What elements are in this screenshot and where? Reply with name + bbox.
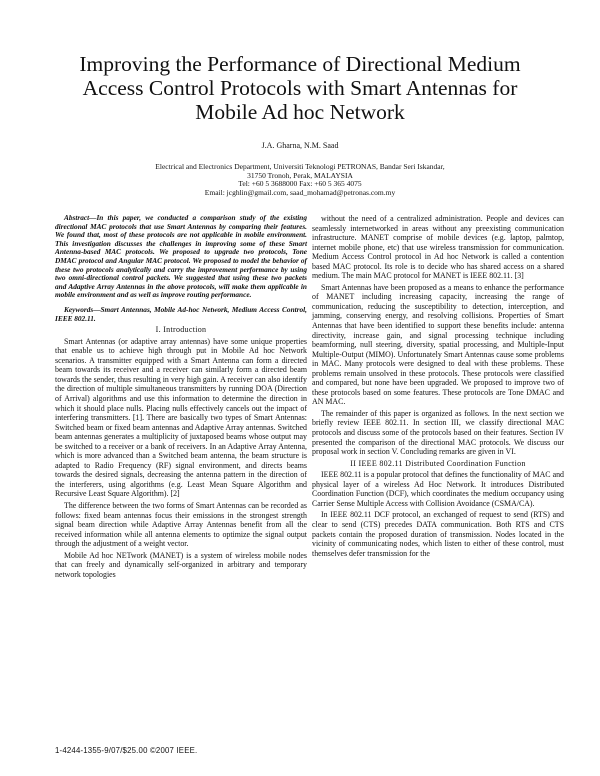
paragraph: IEEE 802.11 is a popular protocol that defines the functionality of MAC and physical layer of a wireless Ad Hoc Network. It introduces Distributed Coordination Function (DCF), which coordinates the medium occupancy using Carrier Sense Multiple Access with Collision Avoidance (CSMA/CA).	[312, 470, 564, 508]
abstract-label: Abstract	[64, 213, 90, 222]
contact-line: Tel: +60 5 3688000 Fax: +60 5 365 4075	[238, 179, 362, 189]
affiliation-line: 31750 Tronoh, Perak, MALAYSIA	[247, 170, 353, 180]
abstract-text: —In this paper, we conducted a comparison study of the existing directional MAC protocols that use Smart Antennas by comparing their features. We found that, most of these protocols are not applicable in mobile environment. This investigation discusses the challenges in improving some of these Smart Antenna-based MAC protocols. We proposed to upgrade two protocols, Tone DMAC protocol and Angular MAC protocol. We proposed to model the behavior of these two protocols analytically and carry the improvement performance by using two omni-directional control packets. We suggested that using these two packets and Adaptive Array Antennas in the above protocols, will make them applicable in mobile environment and as well as improve routing performance.	[55, 213, 307, 300]
affiliation	[130, 163, 470, 197]
paragraph: without the need of a centralized administration. People and devices can seamlessly internetworked in areas without any preexisting communication infrastructure. MANET comprise of mobile devices (e.g. laptop, palmtop, internet mobile phone, etc) that use wireless transmission for communication. Medium Access Control protocol in Ad hoc Network is called a contention based MAC protocol. Its role is to decide who has shared access on a shared medium. The main MAC protocol for MANET is IEEE 802.11. [3]	[312, 214, 564, 281]
title-line: Improving the Performance of Directional Medium	[79, 52, 521, 76]
title-line: Access Control Protocols with Smart Antennas for	[82, 76, 518, 100]
email-line: Email: jcghlin@gmail.com, saad_mohamad@petronas.com.my	[204, 187, 396, 197]
paragraph: Smart Antennas (or adaptive array antennas) have some unique properties that enable us to achieve high through put in Mobile Ad hoc Network scenarios. A transmitter equipped with a Smart Antenna can form a directed beam towards its receiver and a receiver can similarly form a directed beam towards the sender, thus resulting in very high gain. A receiver can also identify the direction of multiple simultaneous transmitters by running DOA (Direction of Arrival) algorithms and use this information to determine the direction in which it should place nulls. Placing nulls effectively cancels out the impact of interfering transmitters. [1]. There are basically two types of Smart Antennas: Switched beam or fixed beam antennas and Adaptive Array antennas. Switched beam antennas generates a multiplicity of juxtaposed beams whose output may be switched to a receiver or a bank of receivers. In an Adaptive Array Antenna, which is more advanced than a Switched beam antenna, the beam structure is adapted to Radio Frequency (RF) signal environment, and directs beams towards the desired signals, decreasing the antenna pattern in the direction of the interferers, using algorithms (e.g. Least Mean Square Algorithm and Recursive Least Square Algorithm). [2]	[55, 336, 307, 499]
title-line: Mobile Ad hoc Network	[195, 100, 405, 124]
abstract	[55, 214, 307, 300]
affiliation-line: Electrical and Electronics Department, Universiti Teknologi PETRONAS, Bandar Seri Iskandar,	[155, 162, 445, 171]
authors: J.A. Gharna, N.M. Saad	[261, 141, 339, 150]
paragraph: The remainder of this paper is organized as follows. In the next section we briefly review IEEE 802.11. In section III, we classify directional MAC protocols and discuss some of the protocols based on their features. Section IV presented the comparison of the directional MAC protocols. We discuss our proposal work in section V. Concluding remarks are given in VI.	[312, 408, 564, 457]
section-heading-dcf: II IEEE 802.11 Distributed Coordination Function	[350, 458, 526, 468]
copyright-footer: 1-4244-1355-9/07/$25.00 ©2007 IEEE.	[55, 746, 198, 755]
paragraph: Smart Antennas have been proposed as a means to enhance the performance of MANET including increasing capacity, increasing the range of communication, reducing the susceptibility to detection, interception, and jamming, conserving energy, and resolving collisions. Properties of Smart Antennas that have been identified to support these benefits include: antenna directivity, increase gain, and signal processing technique including beamforming, null steering, diversity, spatial processing, and Multiple-Input Multiple-Output (MIMO). Unfortunately Smart Antennas cause some problems in MAC. Many protocols were designed to deal with these problems. These problems remain unsolved in these protocols. These protocols were classified and compared, but none have been upgraded. We proposed to improve two of these protocols based on some features. These protocols are Tone DMAC and AN MAC.	[312, 282, 564, 407]
left-column	[55, 214, 307, 579]
section-heading-introduction: I. Introduction	[155, 325, 207, 335]
paper-title	[30, 52, 570, 124]
paragraph: In IEEE 802.11 DCF protocol, an exchanged of request to send (RTS) and clear to send (CTS) precedes DATA communication. Both RTS and CTS packets contain the proposed duration of transmission. Nodes located in the vicinity of communicating nodes, which listen to either of these control, must themselves defer transmission for the	[312, 510, 564, 558]
right-column	[312, 214, 564, 558]
keywords: Keywords—Smart Antennas, Mobile Ad-hoc Network, Medium Access Control, IEEE 802.11.	[55, 304, 307, 323]
paragraph: The difference between the two forms of Smart Antennas can be recorded as follows: fixed beam antennas focus their emissions in the strongest strength signal beam direction while Adaptive Array Antennas benefit from all the received information while all antenna elements to optimize the signal output through the adjustment of a weight vector.	[55, 500, 307, 549]
paragraph: Mobile Ad hoc NETwork (MANET) is a system of wireless mobile nodes that can freely and dynamically self-organized in arbitrary and temporary network topologies	[55, 550, 307, 579]
